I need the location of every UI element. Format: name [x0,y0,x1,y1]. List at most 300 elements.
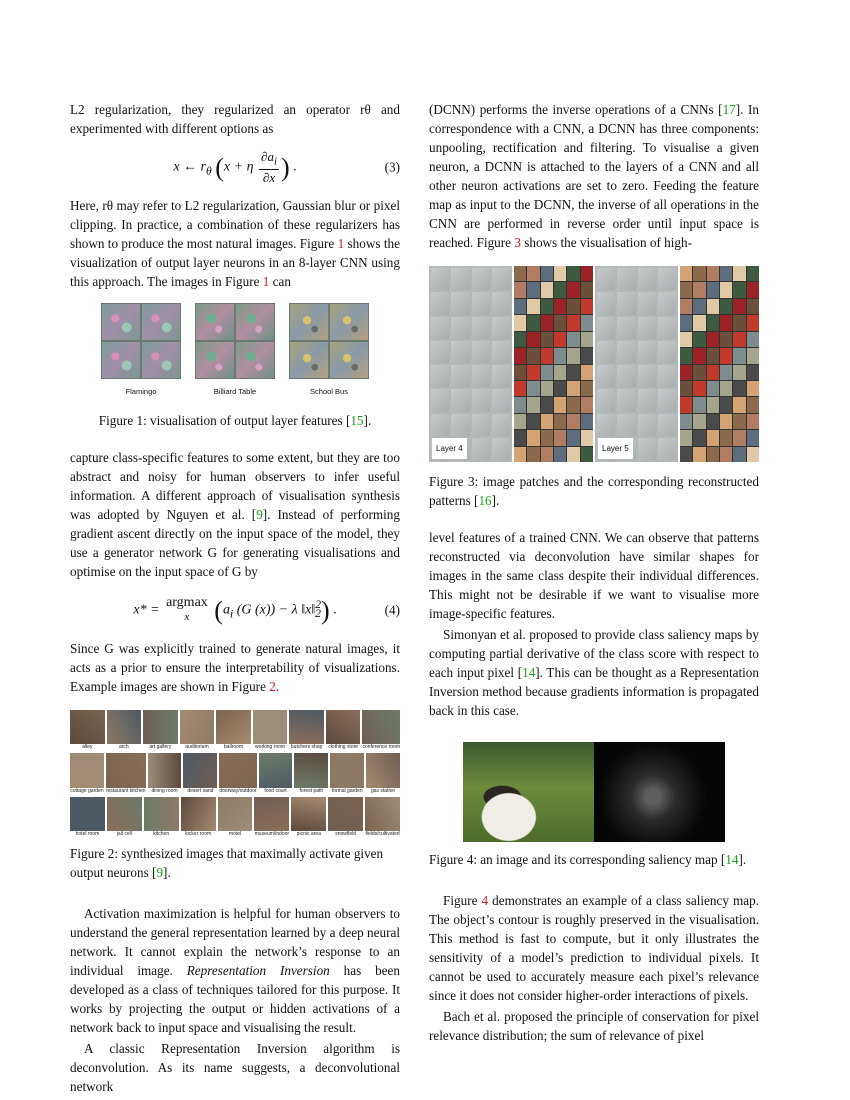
fig3-layer-label: Layer 4 [432,438,467,459]
citation-link[interactable]: 14 [522,665,536,680]
fig2-image [70,753,104,787]
fig3-reconstruction-tile [597,414,615,436]
fig3-patch [541,282,553,297]
fig2-image [70,797,105,831]
fig3-patch [720,282,732,297]
fig3-reconstruction-tile [472,414,490,436]
fig3-reconstruction-tile [451,414,469,436]
fig3-patch [733,348,745,363]
figure-ref-link[interactable]: 4 [481,893,489,908]
fig2-image [366,753,400,787]
fig3-reconstruction-tile [658,389,676,411]
fig2-image [181,797,216,831]
fig3-patch [567,414,579,429]
text: ]. In correspondence with a CNN, a DCNN has three components: unpooling, rectification and filtering. To visualise a given neuron, a DCNN is attached to the layers of a CNN and all other neuron activations are set to zero. Feeding the feature map as input to the DCNN, the inverse of all operations in the CNN are performed in reverse order until input space is reached. Figure [429,102,759,250]
fig3-reconstruction-tile [638,317,656,339]
fig2-cell [70,753,104,794]
text: Simonyan et al. proposed to provide class saliency maps by computing partial derivative of the class score with respect to each input pixel [ [429,627,759,680]
fig3-patch [527,315,539,330]
fig2-label: cottage garden [70,787,104,794]
fig3-patch-grid [514,266,593,462]
figure-2 [70,710,400,882]
fig3-patch [707,414,719,429]
fig3-patch [693,397,705,412]
equation-number: (4) [384,602,400,618]
fig3-patch [527,266,539,281]
fig3-patch [720,315,732,330]
fig2-cell [254,797,289,838]
fig3-reconstruction-tile [472,292,490,314]
fig3-patch [720,365,732,380]
fig3-patch [514,414,526,429]
fig2-image [106,753,146,787]
fig1-label: School Bus [310,387,348,396]
eq4-lhs: x* = [133,602,164,618]
fig3-patch [514,381,526,396]
fig2-cell [289,710,324,751]
fig3-patch [567,397,579,412]
figure-ref-link[interactable]: 3 [514,235,521,250]
fig2-row [70,710,400,751]
fig2-cell [253,710,288,751]
fig3-patch [680,348,692,363]
fig2-label: restaurant kitchen [105,787,146,794]
fig3-reconstruction-tile [431,341,449,363]
fig2-label: ballroom [223,744,244,751]
fig3-patch [581,414,593,429]
fig2-label: art gallery [149,744,172,751]
fig3-reconstruction-tile [658,438,676,460]
fig3-reconstruction-tile [658,292,676,314]
fig1-panel [195,303,275,401]
fig2-image [107,710,142,744]
fig3-reconstruction-tile [658,365,676,387]
left-column [70,100,400,1096]
fig3-reconstruction-tile [658,268,676,290]
fig3-layer4-panel [429,266,593,462]
fig2-cell [294,753,328,794]
fig3-patch [527,430,539,445]
text: ]. [363,413,372,428]
fig3-patch [527,332,539,347]
fig2-cell [70,797,105,838]
text: Figure 4: an image and its corresponding saliency map [ [429,852,726,867]
fig3-patch [747,282,759,297]
fig3-patch [541,315,553,330]
text: ]. [491,493,500,508]
citation-link[interactable]: 16 [478,493,492,508]
fig3-patch [581,397,593,412]
fig3-patch [514,282,526,297]
fig1-image [195,303,275,379]
text: has been developed as a class of techniques tailored for this purpose. It works by projecting the output or hidden activations of a network back to input space and visualising the result. [70,963,400,1035]
fig3-reconstruction-tile [472,341,490,363]
fig3-reconstruction-tile [597,317,615,339]
fig2-label: auditorium [185,744,209,751]
figure-ref-link[interactable]: 1 [262,274,270,289]
fig3-patch [693,430,705,445]
fig2-image [216,710,251,744]
fig3-patch [720,447,732,462]
fig3-patch [527,397,539,412]
fig3-reconstruction-tile [492,438,510,460]
fig3-patch [567,365,579,380]
fig3-patch [527,414,539,429]
fig3-patch [581,299,593,314]
fig3-patch [707,348,719,363]
fig3-patch [581,266,593,281]
fig3-patch [581,447,593,462]
fig2-cell [291,797,326,838]
text: ]. [163,865,171,880]
paragraph [70,904,400,1037]
fig3-patch [707,381,719,396]
fig2-image [144,797,179,831]
fig3-reconstruction-tile [617,365,635,387]
fig3-reconstruction-tile [472,389,490,411]
citation-link[interactable]: 9 [256,507,263,522]
fig1-label: Billiard Table [213,387,257,396]
fig2-label: gas station [370,787,396,794]
text: Activation maximization is helpful for human observers to understand the general representation learned by a deep neural network. It cannot explain the network’s response to an individual image. [70,906,400,978]
fig2-image [107,797,142,831]
fig2-image [218,797,253,831]
eq3-tail: . [293,159,297,175]
fig2-label: motel [228,830,242,837]
fig3-reconstruction-tile [617,292,635,314]
figure-ref-link[interactable]: 2 [269,679,276,694]
citation-link[interactable]: 15 [350,413,364,428]
fig3-patch [733,315,745,330]
text: Since G was explicitly trained to generate natural images, it acts as a prior to ensure the interpretability of visualizations. Example images are shown in Figure [70,641,400,694]
fig3-patch [707,266,719,281]
eq4-body: a [222,602,230,618]
fig3-reconstruction-tile [638,365,656,387]
paragraph [429,891,759,1005]
emphasis-text: Representation Inversion [186,963,330,978]
figure-caption [429,850,759,869]
fig3-reconstruction-tile [431,292,449,314]
fig3-patch [554,447,566,462]
fig3-patch [720,266,732,281]
eq4-exp-sub: 2 [315,607,321,621]
fig3-reconstruction-tile [451,389,469,411]
equation-4: x* = argmax x ($a_i$ (G (x)) − λ ‖x‖$^2_2$) . (4) [133,595,400,625]
fig3-patch-grid [680,266,759,462]
fig3-patch [733,266,745,281]
fig2-label: desert sand [187,787,214,794]
fig3-reconstruction-tile [431,414,449,436]
fig3-patch [567,299,579,314]
fig3-patch [581,282,593,297]
fig3-reconstruction-tile [597,365,615,387]
fig3-patch [733,299,745,314]
fig3-patch [693,414,705,429]
fig2-label: fields/cultivated [365,830,400,837]
fig3-patch [680,282,692,297]
fig3-reconstruction-tile [492,317,510,339]
fig3-reconstruction-tile [451,341,469,363]
fig2-cell [107,797,142,838]
fig3-patch [581,348,593,363]
fig3-patch [707,430,719,445]
vulture-photo [463,742,594,842]
fig2-label: alley [82,744,93,751]
fig1-panel [101,303,181,401]
fig3-patch [554,397,566,412]
fig2-cell [70,710,105,751]
fig3-reconstruction-tile [472,268,490,290]
fig3-patch [747,299,759,314]
fig3-patch [733,447,745,462]
fig3-patch [541,365,553,380]
fig2-label: picnic area [296,830,321,837]
fig2-image [259,753,293,787]
eq3-sub: θ [206,164,212,178]
fig3-reconstruction-tile [617,341,635,363]
figure-ref-link[interactable]: 1 [337,236,345,251]
fig3-patch [693,381,705,396]
fig3-reconstruction-tile [492,389,510,411]
fig1-panel [289,303,369,401]
paragraph [70,639,400,696]
fig2-image [362,710,400,744]
fig2-cell [106,753,146,794]
text: ]. Instead of performing gradient ascent directly on the input space of the model, they use a generator network G for generating visualisations and optimise on the input space of G by [70,507,400,579]
fig3-reconstruction-tile [617,414,635,436]
fig3-patch [514,365,526,380]
fig3-patch [567,430,579,445]
fig3-patch [707,315,719,330]
fig3-reconstruction-tile [638,268,656,290]
text: capture class-specific features to some extent, but they are too abstract and noisy for human observers to infer useful information. A different approach of visualisation synthesis was adopted by Nguyen et al. [ [70,450,400,522]
fig3-patch [527,365,539,380]
fig3-reconstruction-tile [617,317,635,339]
fig3-patch [693,282,705,297]
fig2-label: snowfield [335,830,357,837]
fig3-patch [541,397,553,412]
fig2-cell [144,797,179,838]
figure-caption [429,472,759,510]
fig2-image [365,797,400,831]
fig3-patch [733,397,745,412]
fig3-patch [680,447,692,462]
fig2-cell [107,710,142,751]
fig3-patch [527,299,539,314]
fig3-patch [514,348,526,363]
fig3-patch [733,365,745,380]
fig3-patch [747,414,759,429]
fig3-reconstruction-tile [492,268,510,290]
paragraph [70,448,400,581]
fig3-patch [693,365,705,380]
text: shows the visualisation of high- [520,235,692,250]
fig3-patch [720,414,732,429]
fig2-cell [330,753,364,794]
fig3-patch [720,348,732,363]
fig3-patch [707,365,719,380]
fig2-cell [181,797,216,838]
fig3-patch [680,430,692,445]
eq3-frac-bottom: ∂x [262,170,276,186]
text: Here, rθ may refer to L2 regularization, Gaussian blur or pixel clipping. In practice, a combination of these regularizers has shown to produce the most natural images. Figure [70,198,400,251]
fig3-reconstruction-tile [451,292,469,314]
fig3-patch [747,332,759,347]
fig3-reconstruction-tile [597,341,615,363]
fig3-reconstruction-tile [472,438,490,460]
equation-number: (3) [384,159,400,175]
fig2-cell [148,753,182,794]
fig3-patch [527,381,539,396]
eq4-exp: 2 [315,597,322,611]
text: . [275,679,280,694]
fig3-patch [707,282,719,297]
fig3-patch [554,381,566,396]
fig2-label: conference room [362,744,400,751]
eq4-op-sub: x [184,611,190,624]
fig3-reconstruction-grid [595,266,678,462]
fig3-patch [514,447,526,462]
eq4-op: argmax [166,595,208,611]
fig3-patch [680,381,692,396]
citation-link[interactable]: 14 [725,852,739,867]
fig2-image-grid [70,710,400,838]
fig2-cell [216,710,251,751]
fig2-image [70,710,105,744]
fig3-reconstruction-tile [472,365,490,387]
fig3-patch [554,299,566,314]
fig3-patch [581,315,593,330]
citation-link[interactable]: 9 [156,865,164,880]
fig1-label: Flamingo [125,387,157,396]
fig2-image [219,753,256,787]
fig3-reconstruction-tile [492,414,510,436]
fig3-patch [733,430,745,445]
figure-3 [429,266,759,510]
fig2-cell [143,710,178,751]
fig3-patch [554,332,566,347]
text: (DCNN) performs the inverse operations of a CNNs [ [429,102,723,117]
fig3-reconstruction-tile [638,438,656,460]
fig2-cell [326,710,361,751]
eq4-tail: . [333,602,337,618]
fig2-label: working room [255,744,286,751]
fig2-label: butchers shop [290,744,323,751]
fig2-image [328,797,363,831]
fig3-reconstruction-tile [617,389,635,411]
fig3-patch [581,430,593,445]
citation-link[interactable]: 17 [722,102,736,117]
fig3-reconstruction-grid [429,266,512,462]
fig2-label: dining room [151,787,178,794]
fig3-patch [693,447,705,462]
fig3-patch [554,348,566,363]
paragraph: Bach et al. proposed the principle of conservation for pixel relevance distribution; the sum of relevance of pixel [429,1009,759,1043]
fig3-patch [527,447,539,462]
fig3-reconstruction-tile [638,292,656,314]
fig3-patch [514,266,526,281]
fig3-patch [747,447,759,462]
fig3-patch [747,365,759,380]
fig3-patch [747,381,759,396]
fig3-patch [707,332,719,347]
eq4-body-sub: i [229,607,234,621]
fig3-patch [720,430,732,445]
fig3-reconstruction-tile [431,268,449,290]
fig2-label: doorway/outdoor [219,787,257,794]
text: Figure 3: image patches and the corresponding reconstructed patterns [ [429,474,759,508]
fig3-reconstruction-tile [431,365,449,387]
fig3-patch [733,414,745,429]
fig2-cell [218,797,253,838]
fig2-label: locker room [185,830,212,837]
fig3-patch [541,332,553,347]
fig2-row [70,753,400,794]
fig3-patch [541,299,553,314]
fig3-reconstruction-tile [658,341,676,363]
fig2-cell [362,710,400,751]
fig3-patch [554,282,566,297]
fig2-image [183,753,217,787]
fig3-patch [693,299,705,314]
fig3-patch [527,282,539,297]
figure-1 [70,303,400,430]
eq3-frac-top: ∂a [261,148,274,164]
fig3-patch [707,447,719,462]
fig2-cell [219,753,256,794]
fig3-patch [747,315,759,330]
fig3-patch [693,332,705,347]
fig3-patch [693,266,705,281]
eq3-lhs: x ← r [173,159,207,175]
fig3-reconstruction-tile [658,414,676,436]
eq3-inner: x + η [223,159,254,175]
fig2-label: hotel room [75,830,100,837]
fig2-cell [366,753,400,794]
fig3-patch [514,315,526,330]
fig3-reconstruction-tile [451,268,469,290]
fig3-reconstruction-tile [597,389,615,411]
fig2-label: food court [264,787,287,794]
fig2-image [143,710,178,744]
text: ]. This can be thought as a Representation Inversion method because gradients information is propagated back in this case. [429,665,759,718]
fig2-cell [259,753,293,794]
fig3-patch [680,299,692,314]
fig3-reconstruction-tile [431,389,449,411]
fig3-patch [581,365,593,380]
fig3-reconstruction-tile [617,268,635,290]
fig3-patch [514,299,526,314]
fig3-patch [567,266,579,281]
text: demonstrates an example of a class saliency map. The object’s contour is roughly preserved in the visualisation. This method is fast to compute, but it only illustrates the sensitivity of a model’s prediction to individual pixels. It cannot be used to accurately measure each pixel’s relevance since it does not consider higher-order interactions of pixels. [429,893,759,1003]
fig2-image [289,710,324,744]
fig3-patch [680,332,692,347]
fig3-patch [733,381,745,396]
paragraph [429,100,759,252]
fig3-reconstruction-tile [597,268,615,290]
fig3-reconstruction-tile [451,365,469,387]
fig3-patch [541,447,553,462]
fig3-layer-label: Layer 5 [598,438,633,459]
fig3-reconstruction-tile [638,341,656,363]
text: shows the visualization of output layer neurons in an 8-layer CNN using this approach. The images in Figure [70,236,400,289]
fig2-cell [365,797,400,838]
fig2-label: forest path [299,787,324,794]
fig3-patch [567,348,579,363]
fig3-patch [693,315,705,330]
fig2-image [180,710,215,744]
fig2-cell [180,710,215,751]
